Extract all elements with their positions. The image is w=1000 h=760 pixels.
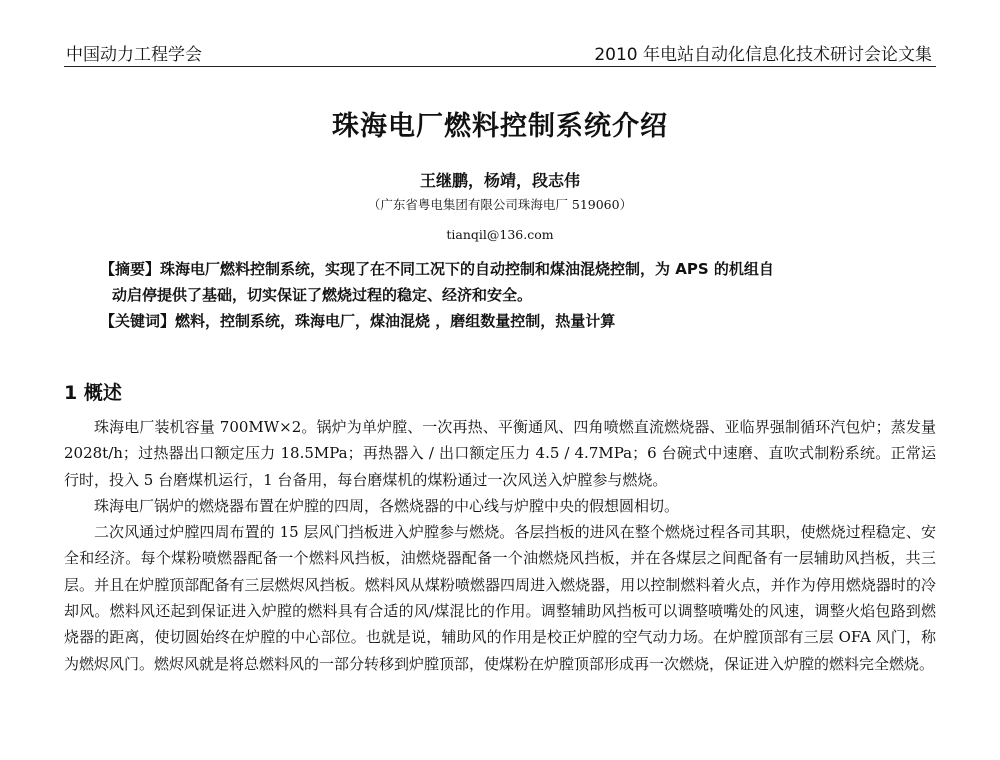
paragraph: 二次风通过炉膛四周布置的 15 层风门挡板进入炉膛参与燃烧。各层挡板的进风在整个燃烧过程各司其职，使燃烧过程稳定、安全和经济。每个煤粉喷燃器配备一个燃料风挡板，油燃烧器配备一个油燃烧风挡板，并在各煤层之间配备有一层辅助风挡板，共三层。并且在炉膛顶部配备有三层燃烬风挡板。燃料风从煤粉喷燃器四周进入燃烧器，用以控制燃料着火点，并作为停用燃烧器时的冷却风。燃料风还起到保证进入炉膛的燃料具有合适的风/煤混比的作用。调整辅助风挡板可以调整喷嘴处的风速，调整火焰包路到燃烧器的距离，使切圆始终在炉膛的中心部位。也就是说，辅助风的作用是校正炉膛的空气动力场。在炉膛顶部有三层 OFA 风门，称为燃烬风门。燃烬风就是将总燃料风的一部分转移到炉膛顶部，使煤粉在炉膛顶部形成再一次燃烧，保证进入炉膛的燃料完全燃烧。 <box>64 523 936 673</box>
section-heading: 1 概述 <box>64 382 122 404</box>
running-header <box>64 36 936 67</box>
affiliation: （广东省粤电集团有限公司珠海电厂 519060） <box>367 197 633 212</box>
abstract-line-2: 动启停提供了基础，切实保证了燃烧过程的稳定、经济和安全。 <box>112 286 533 304</box>
header-proceedings: 2010 年电站自动化信息化技术研讨会论文集 <box>594 45 932 65</box>
author-email: tianqil@136.com <box>446 227 554 242</box>
paragraph: 珠海电厂装机容量 700MW×2。锅炉为单炉膛、一次再热、平衡通风、四角喷燃直流燃烧器、亚临界强制循环汽包炉；蒸发量 2028t/h；过热器出口额定压力 18.5MPa；再热器入 / 出口额定压力 4.5 / 4.7MPa；6 台碗式中速磨、直吹式制粉系统。正常运行时，投入 5 台磨煤机运行，1 台备用，每台磨煤机的煤粉通过一次风送入炉膛参与燃烧。 <box>64 418 936 489</box>
header-society: 中国动力工程学会 <box>66 45 202 65</box>
paper-title: 珠海电厂燃料控制系统介绍 <box>332 111 668 142</box>
abstract-line-1: 【摘要】珠海电厂燃料控制系统，实现了在不同工况下的自动控制和煤油混烧控制，为 APS 的机组自 <box>100 260 774 278</box>
author-list: 王继鹏，杨靖，段志伟 <box>419 171 580 190</box>
keywords: 【关键词】燃料，控制系统，珠海电厂，煤油混烧 ，磨组数量控制，热量计算 <box>100 312 616 330</box>
abstract-block <box>100 256 900 334</box>
paragraph: 珠海电厂锅炉的燃烧器布置在炉膛的四周，各燃烧器的中心线与炉膛中央的假想圆相切。 <box>94 496 680 515</box>
section-body <box>64 414 936 677</box>
